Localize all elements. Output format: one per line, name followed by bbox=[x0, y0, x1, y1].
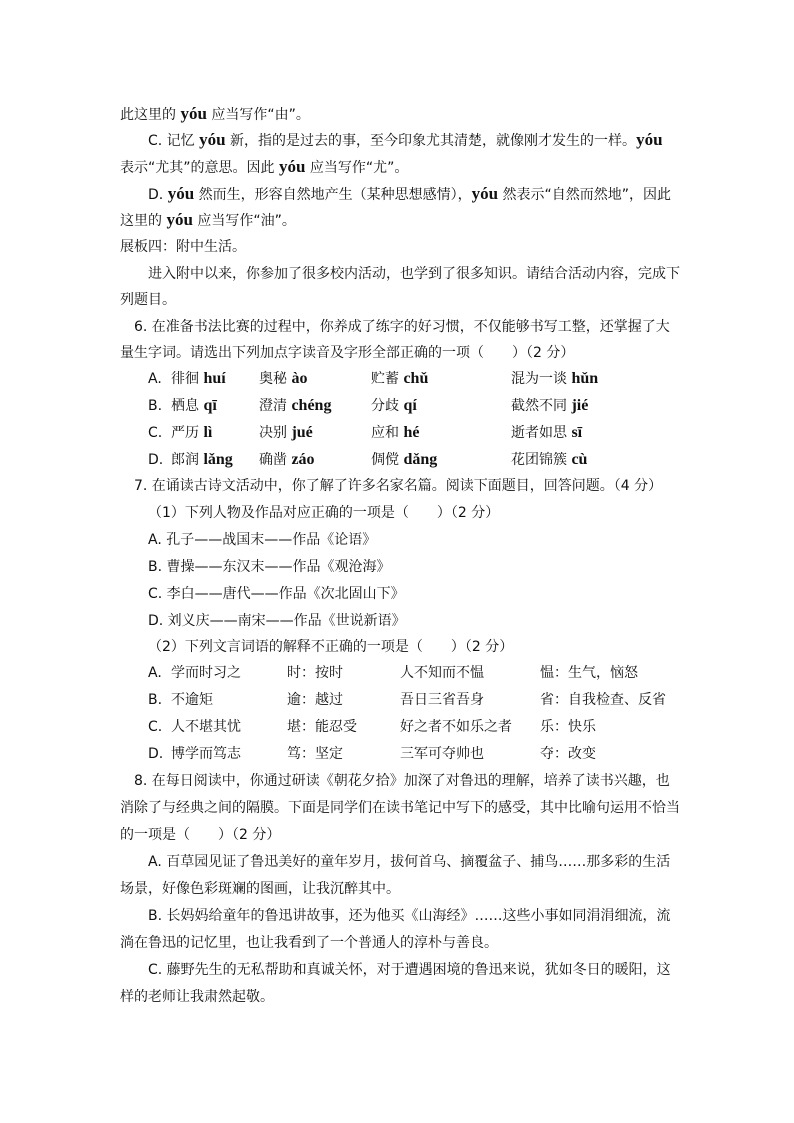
explanation-d-line1 bbox=[148, 184, 671, 205]
pinyin: yóu bbox=[636, 130, 663, 149]
option-phrase: 人不知而不愠 bbox=[400, 665, 484, 681]
option-word: 花团锦簇 cù bbox=[511, 451, 588, 468]
option-word: 严历 lì bbox=[171, 424, 213, 441]
question-8-option-b-line2: 淌在鲁迅的记忆里，也让我看到了一个普通人的淳朴与善良。 bbox=[120, 935, 498, 951]
question-7-sub1-option-d: D. 刘义庆——南宋——作品《世说新语》 bbox=[148, 613, 406, 629]
pinyin: qī bbox=[203, 397, 217, 414]
question-6-stem-line1: 6. 在准备书法比赛的过程中，你养成了练字的好习惯，不仅能够书写工整，还掌握了大 bbox=[134, 319, 670, 335]
option-word: 贮蓄 chǔ bbox=[371, 370, 429, 387]
option-word: 徘徊 huí bbox=[171, 370, 226, 387]
option-word: 决别 jué bbox=[259, 424, 313, 441]
pinyin: hé bbox=[403, 424, 420, 441]
pinyin: qí bbox=[403, 397, 417, 414]
question-8-option-b-line1: B. 长妈妈给童年的鲁迅讲故事，还为他买《山海经》……这些小事如同涓涓细流，流 bbox=[148, 908, 671, 924]
question-8-option-c-line2: 样的老师让我肃然起敬。 bbox=[120, 989, 274, 1005]
option-gloss: 省：自我检查、反省 bbox=[540, 692, 666, 708]
text-segment: D. bbox=[148, 187, 168, 203]
option-word: 奥秘 ào bbox=[259, 370, 308, 387]
option-label: C. bbox=[148, 425, 163, 441]
section-title: 展板四：附中生活。 bbox=[120, 239, 246, 255]
text-segment: 此这里的 bbox=[120, 107, 181, 123]
text-segment: 然而生，形容自然地产生（某种思想感情）， bbox=[194, 187, 472, 203]
question-7-sub1-option-b: B. 曹操——东汉末——作品《观沧海》 bbox=[148, 559, 391, 575]
pinyin: dǎng bbox=[403, 451, 438, 468]
pinyin: chǔ bbox=[403, 370, 429, 387]
pinyin: yóu bbox=[471, 184, 499, 203]
option-word: 栖息 qī bbox=[171, 397, 217, 414]
pinyin: lǎng bbox=[203, 451, 233, 468]
pinyin: jué bbox=[291, 424, 313, 441]
question-7-sub1-option-a: A. 孔子——战国末——作品《论语》 bbox=[148, 532, 377, 548]
pinyin: yóu bbox=[167, 184, 195, 203]
option-gloss: 乐：快乐 bbox=[540, 719, 596, 735]
pinyin: yóu bbox=[180, 104, 207, 123]
question-8-option-a-line2: 场景，好像色彩斑斓的图画，让我沉醉其中。 bbox=[120, 881, 400, 897]
explanation-c-line2 bbox=[120, 157, 408, 178]
option-word: 郎润 lǎng bbox=[171, 451, 233, 468]
text-segment: 应当写作“由”。 bbox=[206, 107, 310, 123]
option-word: 确凿 záo bbox=[259, 451, 315, 468]
pinyin: yóu bbox=[278, 157, 306, 176]
option-word: 倜傥 dǎng bbox=[371, 451, 438, 468]
explanation-c-line1 bbox=[148, 130, 663, 151]
option-label: A. bbox=[148, 665, 162, 681]
text-segment: 新，指的是过去的事，至今印象尤其清楚，就像刚才发生的一样。 bbox=[225, 133, 637, 149]
pinyin: jié bbox=[571, 397, 589, 414]
option-label: B. bbox=[148, 692, 163, 708]
option-phrase: 吾日三省吾身 bbox=[400, 692, 484, 708]
text-segment: 然表示“自然而然地”，因此 bbox=[498, 187, 672, 203]
option-label: D. bbox=[148, 452, 164, 468]
option-word: 截然不同 jié bbox=[511, 397, 589, 414]
section-intro-line1: 进入附中以来，你参加了很多校内活动，也学到了很多知识。请结合活动内容，完成下 bbox=[148, 266, 680, 282]
option-gloss: 堪：能忍受 bbox=[287, 719, 357, 735]
text-segment: 应当写作“油”。 bbox=[192, 213, 296, 229]
option-label: B. bbox=[148, 398, 163, 414]
question-8-option-a-line1: A. 百草园见证了鲁迅美好的童年岁月，拔何首乌、摘覆盆子、捕鸟……那多彩的生活 bbox=[148, 854, 671, 870]
question-8-option-c-line1: C. 藤野先生的无私帮助和真诚关怀，对于遭遇困境的鲁迅来说，犹如冬日的暖阳，这 bbox=[148, 962, 671, 978]
question-7-stem: 7. 在诵读古诗文活动中，你了解了许多名家名篇。阅读下面题目，回答问题。（4 分） bbox=[134, 478, 663, 494]
option-label: D. bbox=[148, 746, 164, 762]
question-8-stem-line1: 8. 在每日阅读中，你通过研读《朝花夕拾》加深了对鲁迅的理解，培养了读书兴趣，也 bbox=[134, 773, 670, 789]
pinyin: chéng bbox=[291, 397, 332, 414]
option-phrase: 三军可夺帅也 bbox=[400, 746, 484, 762]
question-8-stem-line3: 的一项是（ ）（2 分） bbox=[120, 827, 281, 843]
text-segment: 应当写作“尤”。 bbox=[305, 160, 409, 176]
option-gloss: 夺：改变 bbox=[540, 746, 596, 762]
option-gloss: 时：按时 bbox=[287, 665, 343, 681]
option-word: 应和 hé bbox=[371, 424, 420, 441]
pinyin: yóu bbox=[166, 210, 193, 229]
option-gloss: 逾：越过 bbox=[287, 692, 343, 708]
text-segment: C. 记忆 bbox=[148, 133, 200, 149]
question-8-stem-line2: 消除了与经典之间的隔膜。下面是同学们在读书笔记中写下的感受，其中比喻句运用不恰当 bbox=[120, 800, 680, 816]
pinyin: lì bbox=[203, 424, 213, 441]
pinyin: sī bbox=[571, 424, 583, 441]
option-label: A. bbox=[148, 371, 162, 387]
question-7-sub2: （2）下列文言词语的解释不正确的一项是（ ）（2 分） bbox=[148, 639, 514, 655]
option-phrase: 人不堪其忧 bbox=[171, 719, 241, 735]
pinyin: yóu bbox=[199, 130, 226, 149]
section-intro-line2: 列题目。 bbox=[120, 292, 176, 308]
pinyin: huí bbox=[203, 370, 226, 387]
explanation-d-line2 bbox=[120, 210, 296, 231]
text-segment: 这里的 bbox=[120, 213, 167, 229]
option-phrase: 博学而笃志 bbox=[171, 746, 241, 762]
option-gloss: 愠：生气，恼怒 bbox=[540, 665, 638, 681]
question-7-sub1-option-c: C. 李白——唐代——作品《次北固山下》 bbox=[148, 586, 405, 602]
pinyin: cù bbox=[571, 451, 588, 468]
option-phrase: 好之者不如乐之者 bbox=[400, 719, 512, 735]
option-phrase: 学而时习之 bbox=[171, 665, 241, 681]
pinyin: hǔn bbox=[571, 370, 599, 387]
option-word: 分歧 qí bbox=[371, 397, 417, 414]
option-word: 混为一谈 hǔn bbox=[511, 370, 599, 387]
explanation-b-tail bbox=[120, 104, 310, 125]
pinyin: záo bbox=[291, 451, 315, 468]
pinyin: ào bbox=[291, 370, 308, 387]
option-word: 逝者如思 sī bbox=[511, 424, 583, 441]
question-6-stem-line2: 量生字词。请选出下列加点字读音及字形全部正确的一项（ ）（2 分） bbox=[120, 345, 575, 361]
option-word: 澄清 chéng bbox=[259, 397, 332, 414]
text-segment: 表示“尤其”的意思。因此 bbox=[120, 160, 279, 176]
option-label: C. bbox=[148, 719, 163, 735]
option-phrase: 不逾矩 bbox=[171, 692, 213, 708]
question-7-sub1: （1）下列人物及作品对应正确的一项是（ ）（2 分） bbox=[148, 505, 500, 521]
option-gloss: 笃：坚定 bbox=[287, 746, 343, 762]
